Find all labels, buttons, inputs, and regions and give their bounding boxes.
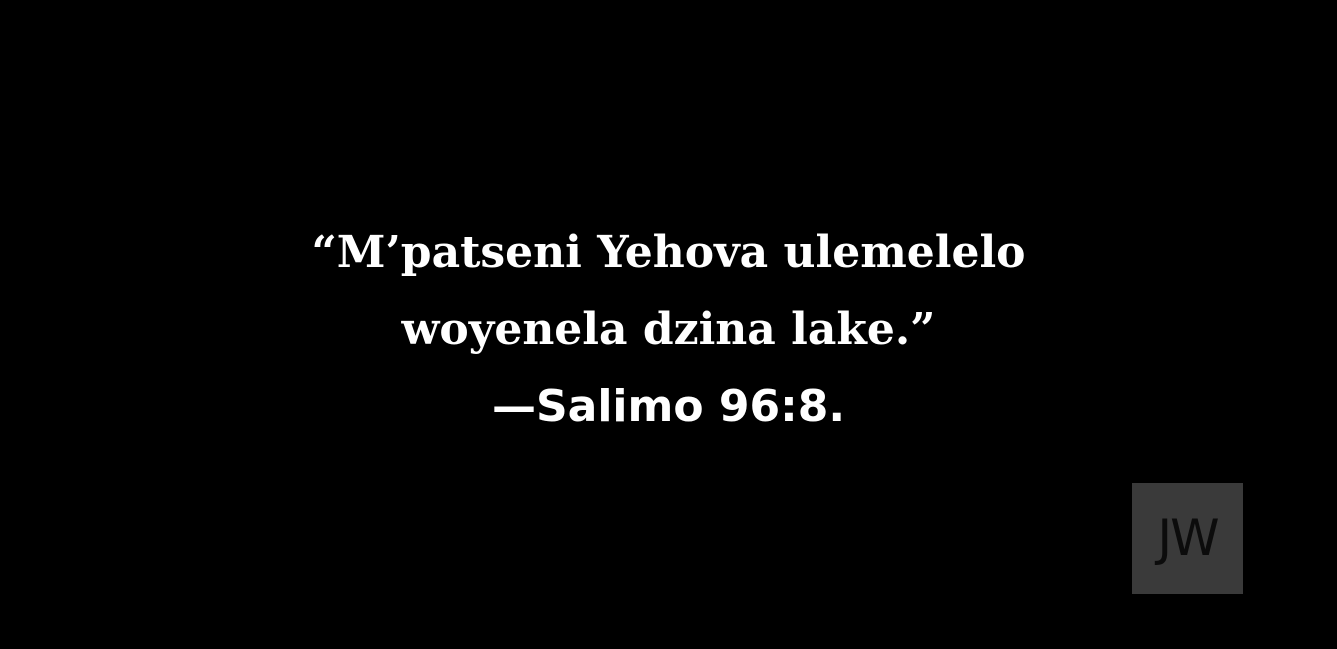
scripture-citation: —Salimo 96:8. (491, 381, 846, 432)
scripture-quote (0, 214, 1337, 445)
jw-logo-text: JW (1157, 509, 1218, 567)
jw-logo (1132, 483, 1243, 594)
quote-line-2: woyenela dzina lake.” (401, 304, 936, 355)
quote-line-1: “M’patseni Yehova ulemelelo (311, 227, 1026, 278)
